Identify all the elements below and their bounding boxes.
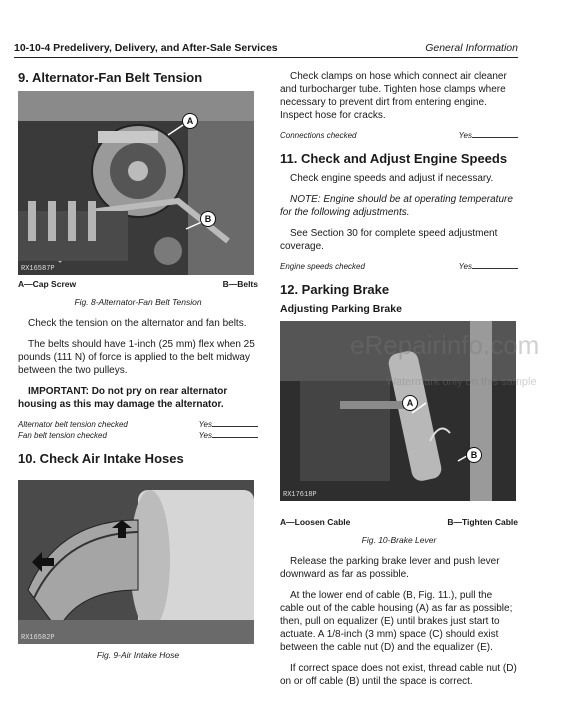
figure-10-caption: Fig. 10-Brake Lever bbox=[361, 535, 437, 545]
section-9-para-2: The belts should have 1-inch (25 mm) flex when 25 pounds (111 N) of force is applied to the belt midway between the two pulleys. bbox=[18, 339, 255, 376]
check-fan-belt-label: Fan belt tension checked bbox=[18, 431, 107, 440]
page-header bbox=[14, 42, 518, 58]
section-10-para-1: Check clamps on hose which connect air cleaner and turbocharger tube. Tighten hose clamps where necessary to prevent dirt from entering engine. Inspect hose for cracks. bbox=[280, 71, 507, 121]
callout-b: B bbox=[200, 211, 216, 227]
check-connections-yes: Yes bbox=[458, 131, 472, 140]
section-9-para-1: Check the tension on the alternator and fan belts. bbox=[28, 318, 247, 329]
section-11-note: NOTE: Engine should be at operating temperature for the following adjustments. bbox=[280, 194, 513, 218]
header-chapter-title: General Information bbox=[425, 42, 518, 54]
photo-code: RX16587P bbox=[21, 265, 55, 273]
section-12-subtitle: Adjusting Parking Brake bbox=[280, 303, 402, 315]
check-engine-speeds-yes: Yes bbox=[458, 262, 472, 271]
left-column bbox=[18, 62, 258, 670]
air-intake-photo bbox=[18, 480, 254, 644]
alternator-illustration bbox=[18, 91, 254, 275]
callout-a: A bbox=[402, 395, 418, 411]
section-9-checklist bbox=[18, 419, 258, 441]
check-alternator bbox=[18, 419, 258, 430]
label-cap-screw: A—Cap Screw bbox=[18, 279, 77, 289]
watermark-main: eRepairinfo.com bbox=[350, 330, 540, 360]
check-engine-speeds bbox=[280, 261, 518, 272]
callout-b: B bbox=[466, 447, 482, 463]
check-fan-belt bbox=[18, 430, 258, 441]
watermark-sub: Watermark only on this sample bbox=[386, 376, 537, 388]
section-9-important: IMPORTANT: Do not pry on rear alternator housing as this may damage the alternator. bbox=[18, 386, 228, 410]
label-belts: B—Belts bbox=[222, 279, 258, 289]
figure-8-labels bbox=[18, 279, 258, 289]
section-9-title: 9. Alternator-Fan Belt Tension bbox=[18, 70, 203, 85]
section-12-title: 12. Parking Brake bbox=[280, 282, 390, 297]
check-connections bbox=[280, 130, 518, 141]
section-10-title: 10. Check Air Intake Hoses bbox=[18, 451, 184, 466]
section-11-title: 11. Check and Adjust Engine Speeds bbox=[280, 151, 508, 166]
section-10-checklist bbox=[280, 130, 518, 141]
section-12-para-1: Release the parking brake lever and push lever downward as far as possible. bbox=[280, 556, 500, 580]
check-connections-blank[interactable] bbox=[472, 137, 518, 138]
figure-8-caption: Fig. 8-Alternator-Fan Belt Tension bbox=[74, 297, 202, 307]
figure-10-labels bbox=[280, 517, 518, 527]
photo-code: RX17618P bbox=[283, 491, 317, 499]
section-12-para-2: At the lower end of cable (B, Fig. 11.), pull the cable out of the cable housing (A) as far as possible; then, pull on equalizer (E) until brakes just start to actuate. A 1/8-inch (3 mm) space (C) should exist between the cable nut (D) and the equalizer (E). bbox=[280, 590, 513, 653]
section-12-para-3: If correct space does not exist, thread cable nut (D) on or off cable (B) until the space is correct. bbox=[280, 663, 517, 687]
section-11-para-2: See Section 30 for complete speed adjustment coverage. bbox=[280, 228, 498, 252]
section-11-para-1: Check engine speeds and adjust if necessary. bbox=[290, 173, 494, 184]
check-fan-belt-blank[interactable] bbox=[212, 437, 258, 438]
callout-a: A bbox=[182, 113, 198, 129]
photo-code: RX16582P bbox=[21, 634, 55, 642]
header-section-title: 10-10-4 Predelivery, Delivery, and After-Sale Services bbox=[14, 42, 278, 54]
figure-9-caption: Fig. 9-Air Intake Hose bbox=[96, 650, 180, 660]
alternator-photo bbox=[18, 91, 254, 275]
section-11-checklist bbox=[280, 261, 518, 272]
check-alternator-label: Alternator belt tension checked bbox=[18, 420, 128, 429]
label-tighten-cable: B—Tighten Cable bbox=[447, 517, 518, 527]
check-alternator-blank[interactable] bbox=[212, 426, 258, 427]
check-connections-label: Connections checked bbox=[280, 131, 357, 140]
label-loosen-cable: A—Loosen Cable bbox=[280, 517, 351, 527]
check-alternator-yes: Yes bbox=[198, 420, 212, 429]
check-fan-belt-yes: Yes bbox=[198, 431, 212, 440]
check-engine-speeds-blank[interactable] bbox=[472, 268, 518, 269]
check-engine-speeds-label: Engine speeds checked bbox=[280, 262, 365, 271]
air-intake-illustration bbox=[18, 480, 254, 644]
